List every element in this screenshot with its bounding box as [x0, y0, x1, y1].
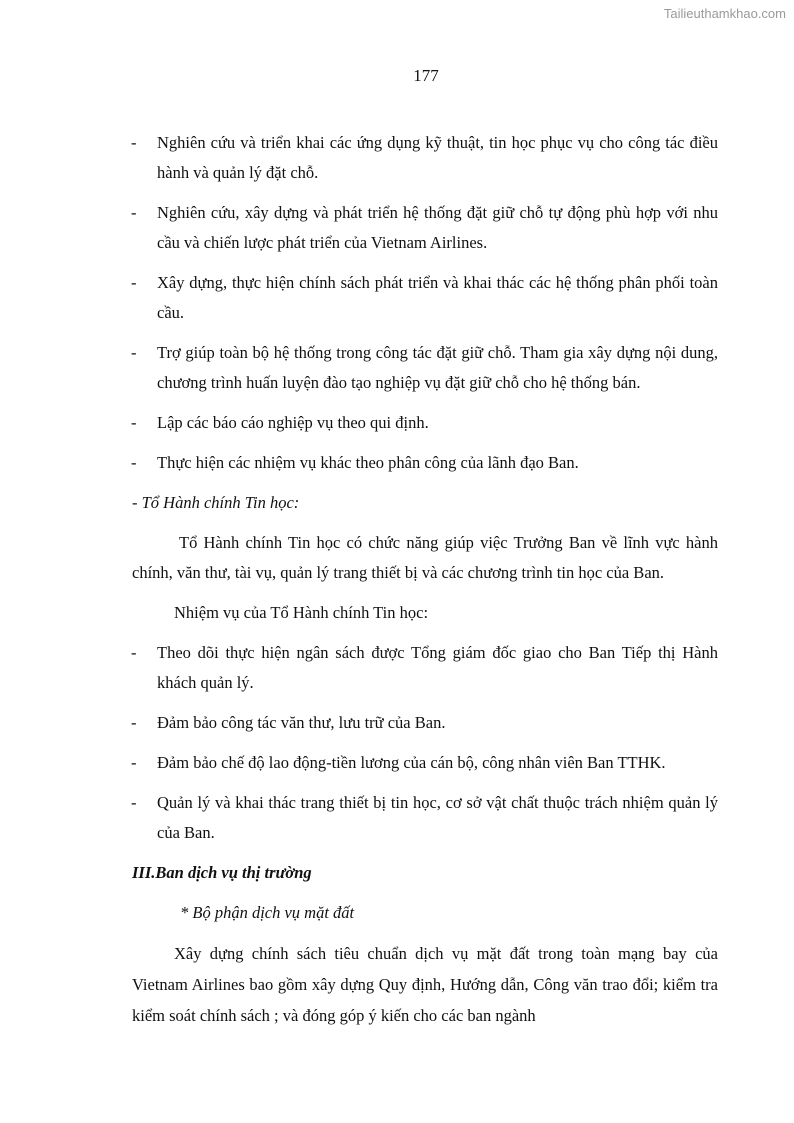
list-item: - Trợ giúp toàn bộ hệ thống trong công tác đặt giữ chỗ. Tham gia xây dựng nội dung, chương trình huấn luyện đào tạo nghiệp vụ đặt giữ chỗ cho hệ thống bán.	[132, 338, 718, 398]
final-paragraph-text: Xây dựng chính sách tiêu chuẩn dịch vụ mặt đất trong toàn mạng bay của Vietnam Airlines bao gồm xây dựng Quy định, Hướng dẫn, Công văn trao đổi; kiểm tra kiểm soát chính sách ; và đóng góp ý kiến cho các ban ngành	[132, 944, 718, 1025]
document-body	[132, 128, 718, 1031]
list-item: - Thực hiện các nhiệm vụ khác theo phân công của lãnh đạo Ban.	[132, 448, 718, 478]
list-item: - Nghiên cứu và triển khai các ứng dụng kỹ thuật, tin học phục vụ cho công tác điều hành và quản lý đặt chỗ.	[132, 128, 718, 188]
watermark: Tailieuthamkhao.com	[663, 6, 786, 21]
heading-section-3: III.Ban dịch vụ thị trường	[132, 863, 312, 882]
subheading: * Bộ phận dịch vụ mặt đất	[180, 903, 355, 922]
list-item: - Đảm bảo chế độ lao động-tiền lương của cán bộ, công nhân viên Ban TTHK.	[132, 748, 718, 778]
page-number: 177	[413, 66, 439, 85]
list-item: - Đảm bảo công tác văn thư, lưu trữ của Ban.	[132, 708, 718, 738]
list-item: - Nghiên cứu, xây dựng và phát triển hệ thống đặt giữ chỗ tự động phù hợp với nhu cầu và chiến lược phát triển của Vietnam Airlines.	[132, 198, 718, 258]
list-item: - Theo dõi thực hiện ngân sách được Tổng giám đốc giao cho Ban Tiếp thị Hành khách quản lý.	[132, 638, 718, 698]
list-item: - Quản lý và khai thác trang thiết bị tin học, cơ sở vật chất thuộc trách nhiệm quản lý của Ban.	[132, 788, 718, 848]
duties-intro: Nhiệm vụ của Tổ Hành chính Tin học:	[174, 603, 429, 622]
final-paragraph	[132, 938, 718, 1031]
list-item: - Lập các báo cáo nghiệp vụ theo qui định.	[132, 408, 718, 438]
section-title: - Tổ Hành chính Tin học:	[132, 493, 300, 512]
list-item: - Xây dựng, thực hiện chính sách phát triển và khai thác các hệ thống phân phối toàn cầu.	[132, 268, 718, 328]
section-paragraph: Tổ Hành chính Tin học có chức năng giúp việc Trưởng Ban về lĩnh vực hành chính, văn thư, tài vụ, quản lý trang thiết bị và các chương trình tin học của Ban.	[132, 533, 718, 582]
